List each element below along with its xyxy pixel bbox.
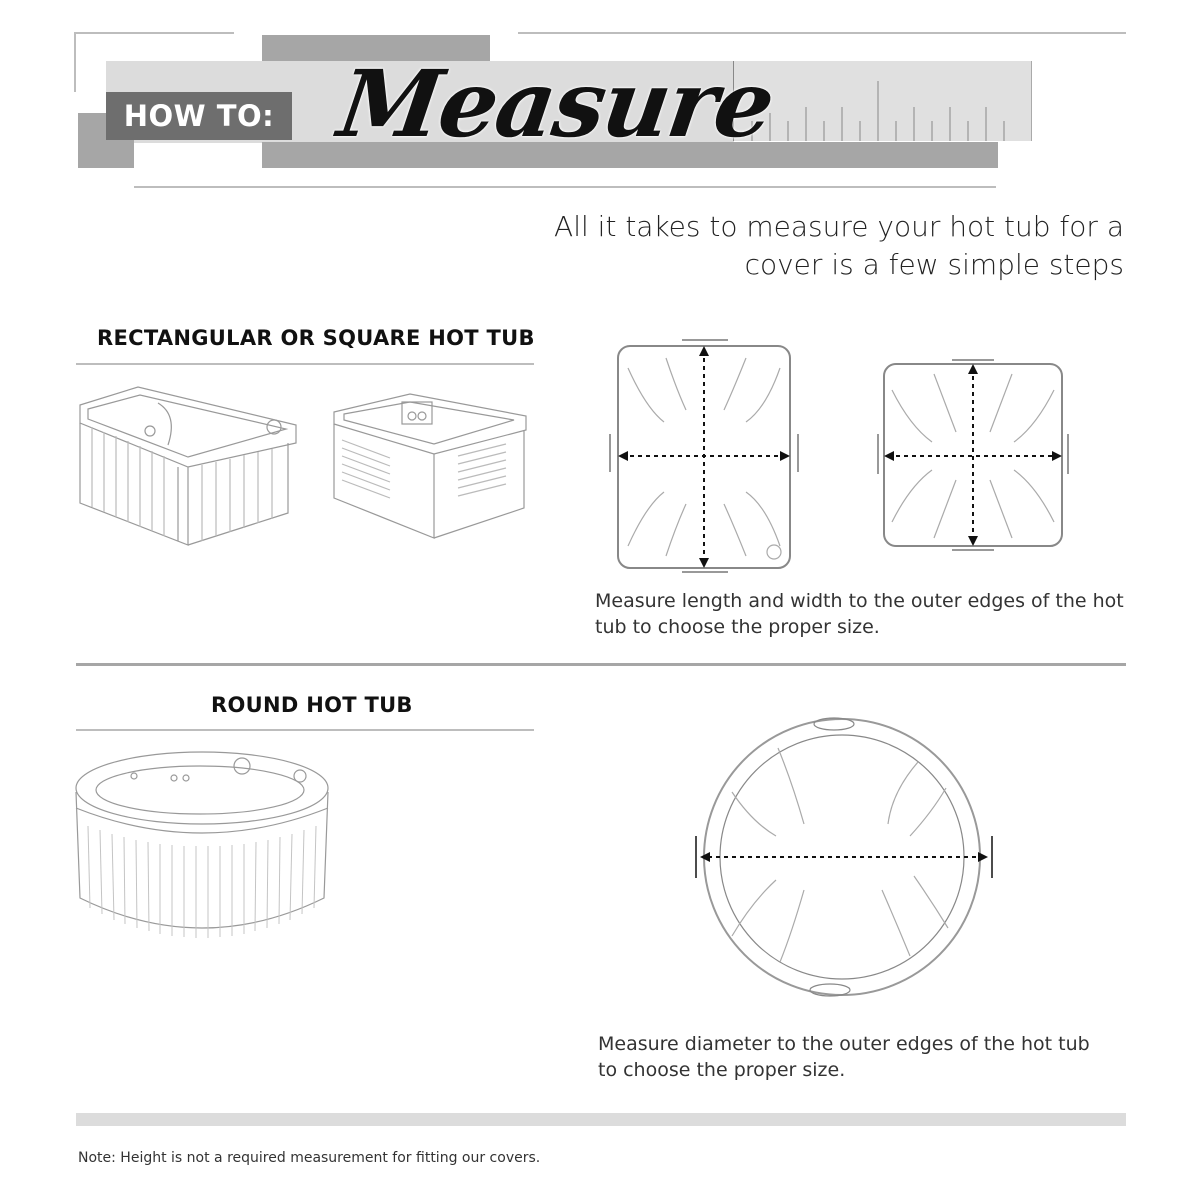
banner-line-top-right bbox=[518, 32, 1126, 34]
rectangular-hot-tub-illustration bbox=[78, 385, 308, 545]
caption-round-line-1: Measure diameter to the outer edges of the hot tub bbox=[598, 1033, 1090, 1055]
round-hot-tub-illustration bbox=[74, 748, 334, 948]
subtitle-line-2: cover is a few simple steps bbox=[744, 248, 1124, 281]
section-underline-rectangular bbox=[76, 363, 534, 365]
section-heading-round: ROUND HOT TUB bbox=[211, 693, 413, 717]
page-title: Measure bbox=[332, 50, 780, 158]
rectangle-top-view-diagram bbox=[606, 338, 806, 570]
section-divider bbox=[76, 663, 1126, 666]
square-hot-tub-illustration bbox=[330, 390, 530, 540]
subtitle bbox=[524, 208, 1124, 284]
banner-line-bottom bbox=[134, 186, 996, 188]
footer-note: Note: Height is not a required measurement for fitting our covers. bbox=[78, 1150, 541, 1166]
section-underline-round bbox=[76, 729, 534, 731]
caption-rectangular-line-1: Measure length and width to the outer edges of the hot bbox=[595, 590, 1124, 612]
caption-round-line-2: to choose the proper size. bbox=[598, 1059, 846, 1081]
caption-round bbox=[598, 1031, 1090, 1083]
howto-label: HOW TO: bbox=[106, 92, 292, 140]
round-top-view-diagram bbox=[692, 712, 1002, 1012]
banner-line-top-left bbox=[74, 32, 234, 34]
ruler bbox=[733, 61, 1032, 141]
footer-bar bbox=[76, 1113, 1126, 1126]
section-heading-rectangular: RECTANGULAR OR SQUARE HOT TUB bbox=[97, 326, 535, 350]
banner-line-left-vertical bbox=[74, 32, 76, 92]
caption-rectangular bbox=[595, 588, 1124, 640]
caption-rectangular-line-2: tub to choose the proper size. bbox=[595, 616, 880, 638]
square-top-view-diagram bbox=[876, 356, 1076, 551]
subtitle-line-1: All it takes to measure your hot tub for a bbox=[554, 210, 1124, 243]
